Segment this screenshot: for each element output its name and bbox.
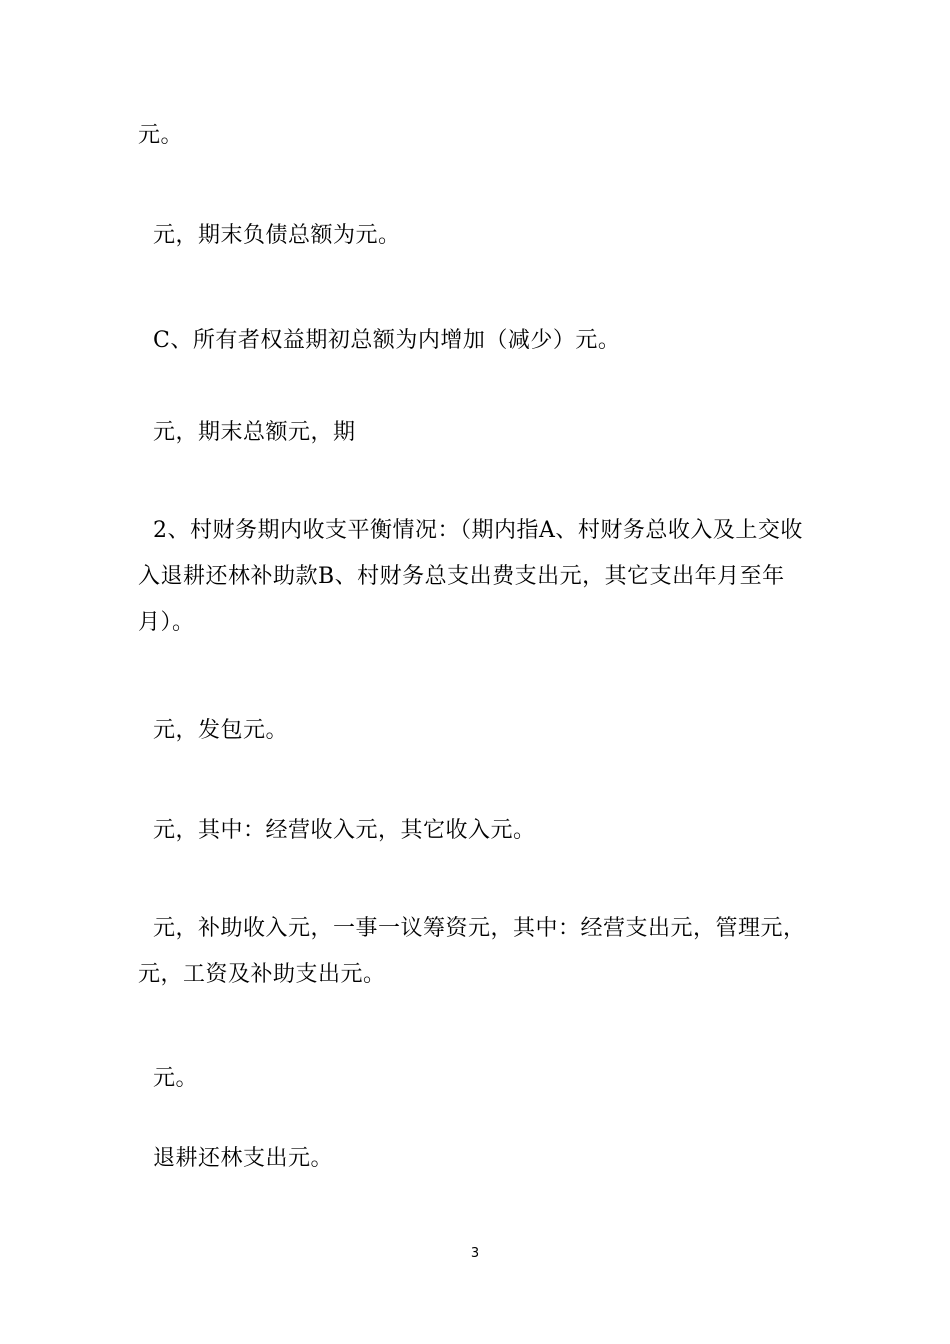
paragraph-1: 元。 bbox=[138, 123, 184, 148]
paragraph-8: 元，补助收入元，一事一议筹资元，其中：经营支出元，管理元，元，工资及补助支出元。 bbox=[138, 916, 806, 987]
paragraph-9: 元。 bbox=[138, 1066, 199, 1091]
paragraph-10: 退耕还林支出元。 bbox=[138, 1146, 334, 1171]
page-number: 3 bbox=[470, 1246, 480, 1261]
paragraph-5: 2、村财务期内收支平衡情况：（期内指A、村财务总收入及上交收入退耕还林补助款B、村财务总支出费支出元，其它支出年月至年月）。 bbox=[138, 518, 803, 635]
paragraph-3: C、所有者权益期初总额为内增加（减少）元。 bbox=[138, 328, 621, 353]
paragraph-2: 元，期末负债总额为元。 bbox=[138, 223, 401, 248]
paragraph-4: 元，期末总额元，期 bbox=[138, 420, 356, 445]
paragraph-7: 元，其中：经营收入元，其它收入元。 bbox=[138, 818, 536, 843]
paragraph-6: 元，发包元。 bbox=[138, 718, 289, 743]
